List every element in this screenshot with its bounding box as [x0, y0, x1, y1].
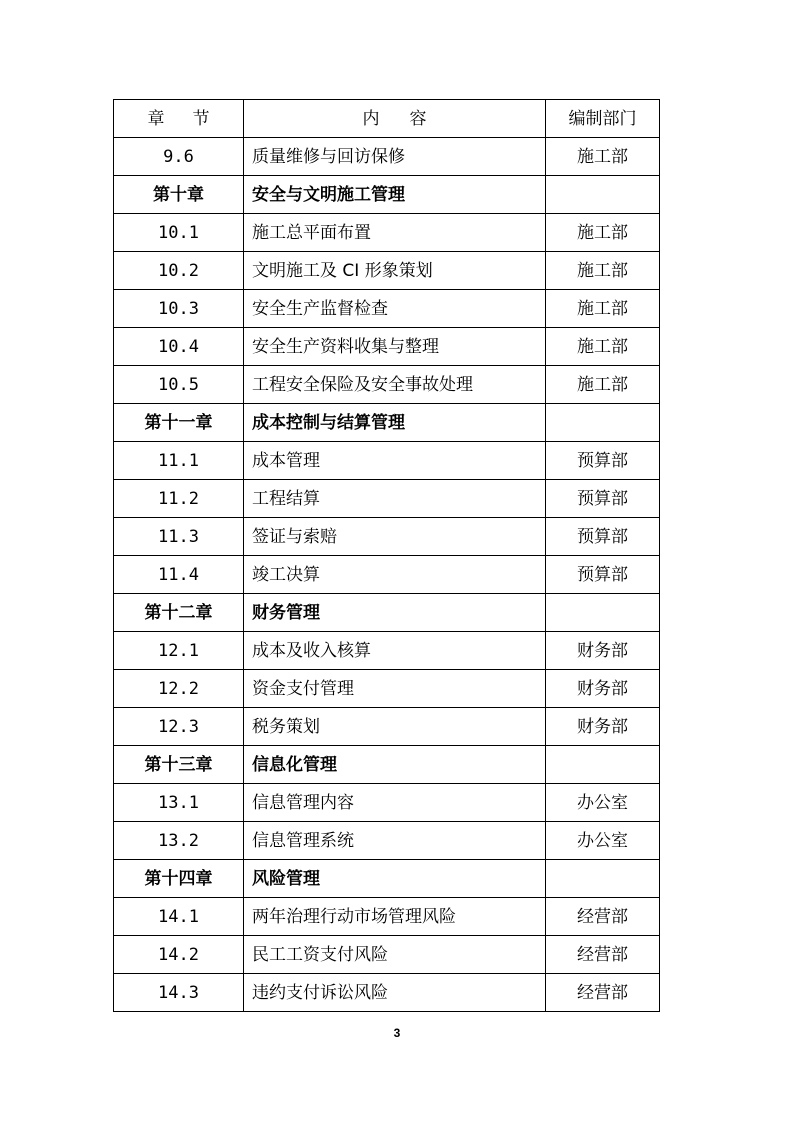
- department: [546, 746, 660, 784]
- department: 施工部: [546, 252, 660, 290]
- section-number: 11.3: [114, 518, 244, 556]
- section-title: 信息化管理: [244, 746, 546, 784]
- section-number: 11.4: [114, 556, 244, 594]
- section-number: 12.2: [114, 670, 244, 708]
- section-title: 文明施工及 CI 形象策划: [244, 252, 546, 290]
- chapter-row: [114, 594, 660, 632]
- department: 预算部: [546, 556, 660, 594]
- table-row: [114, 366, 660, 404]
- section-number: 11.1: [114, 442, 244, 480]
- department: [546, 176, 660, 214]
- table-row: [114, 442, 660, 480]
- department: 财务部: [546, 708, 660, 746]
- section-title: 违约支付诉讼风险: [244, 974, 546, 1012]
- section-number: 10.2: [114, 252, 244, 290]
- section-title: 签证与索赔: [244, 518, 546, 556]
- section-number: 14.3: [114, 974, 244, 1012]
- section-number: 第十二章: [114, 594, 244, 632]
- section-number: 11.2: [114, 480, 244, 518]
- chapter-row: [114, 746, 660, 784]
- table-row: [114, 252, 660, 290]
- section-number: 第十章: [114, 176, 244, 214]
- table-row: [114, 556, 660, 594]
- section-number: 10.5: [114, 366, 244, 404]
- section-title: 成本管理: [244, 442, 546, 480]
- department: 施工部: [546, 290, 660, 328]
- section-number: 13.1: [114, 784, 244, 822]
- section-number: 9.6: [114, 138, 244, 176]
- table-row: [114, 214, 660, 252]
- chapter-row: [114, 176, 660, 214]
- table-row: [114, 974, 660, 1012]
- section-title: 两年治理行动市场管理风险: [244, 898, 546, 936]
- section-title: 安全生产监督检查: [244, 290, 546, 328]
- section-title: 质量维修与回访保修: [244, 138, 546, 176]
- table-row: [114, 290, 660, 328]
- department: 办公室: [546, 822, 660, 860]
- department: 财务部: [546, 632, 660, 670]
- table-row: [114, 784, 660, 822]
- section-number: 10.1: [114, 214, 244, 252]
- department: 预算部: [546, 442, 660, 480]
- department: 预算部: [546, 518, 660, 556]
- department: [546, 404, 660, 442]
- department: 施工部: [546, 366, 660, 404]
- chapter-row: [114, 404, 660, 442]
- section-number: 第十一章: [114, 404, 244, 442]
- section-number: 12.3: [114, 708, 244, 746]
- section-number: 10.4: [114, 328, 244, 366]
- section-number: 14.2: [114, 936, 244, 974]
- department: 施工部: [546, 138, 660, 176]
- table-row: [114, 822, 660, 860]
- department: 预算部: [546, 480, 660, 518]
- section-title: 信息管理系统: [244, 822, 546, 860]
- table-row: [114, 936, 660, 974]
- section-number: 12.1: [114, 632, 244, 670]
- department: 施工部: [546, 214, 660, 252]
- department: 经营部: [546, 898, 660, 936]
- table-row: [114, 518, 660, 556]
- section-title: 工程结算: [244, 480, 546, 518]
- department: 经营部: [546, 974, 660, 1012]
- section-title: 安全生产资料收集与整理: [244, 328, 546, 366]
- section-title: 民工工资支付风险: [244, 936, 546, 974]
- table-header-row: [114, 100, 660, 138]
- section-title: 风险管理: [244, 860, 546, 898]
- section-title: 信息管理内容: [244, 784, 546, 822]
- table-row: [114, 898, 660, 936]
- section-number: 14.1: [114, 898, 244, 936]
- page-number: 3: [393, 1026, 401, 1040]
- section-number: 10.3: [114, 290, 244, 328]
- table-row: [114, 670, 660, 708]
- section-title: 成本及收入核算: [244, 632, 546, 670]
- header-dept: 编制部门: [546, 100, 660, 138]
- header-section: 章节: [114, 100, 244, 138]
- toc-body: [114, 100, 660, 1012]
- department: 办公室: [546, 784, 660, 822]
- section-number: 第十四章: [114, 860, 244, 898]
- table-row: [114, 328, 660, 366]
- table-row: [114, 138, 660, 176]
- section-title: 成本控制与结算管理: [244, 404, 546, 442]
- section-title: 施工总平面布置: [244, 214, 546, 252]
- department: 施工部: [546, 328, 660, 366]
- section-title: 竣工决算: [244, 556, 546, 594]
- department: 财务部: [546, 670, 660, 708]
- table-row: [114, 708, 660, 746]
- section-title: 资金支付管理: [244, 670, 546, 708]
- table-row: [114, 480, 660, 518]
- department: [546, 594, 660, 632]
- section-title: 税务策划: [244, 708, 546, 746]
- section-title: 财务管理: [244, 594, 546, 632]
- section-title: 工程安全保险及安全事故处理: [244, 366, 546, 404]
- section-title: 安全与文明施工管理: [244, 176, 546, 214]
- table-row: [114, 632, 660, 670]
- header-content: 内容: [244, 100, 546, 138]
- section-number: 13.2: [114, 822, 244, 860]
- department: [546, 860, 660, 898]
- section-number: 第十三章: [114, 746, 244, 784]
- chapter-row: [114, 860, 660, 898]
- toc-table: [113, 99, 660, 1012]
- department: 经营部: [546, 936, 660, 974]
